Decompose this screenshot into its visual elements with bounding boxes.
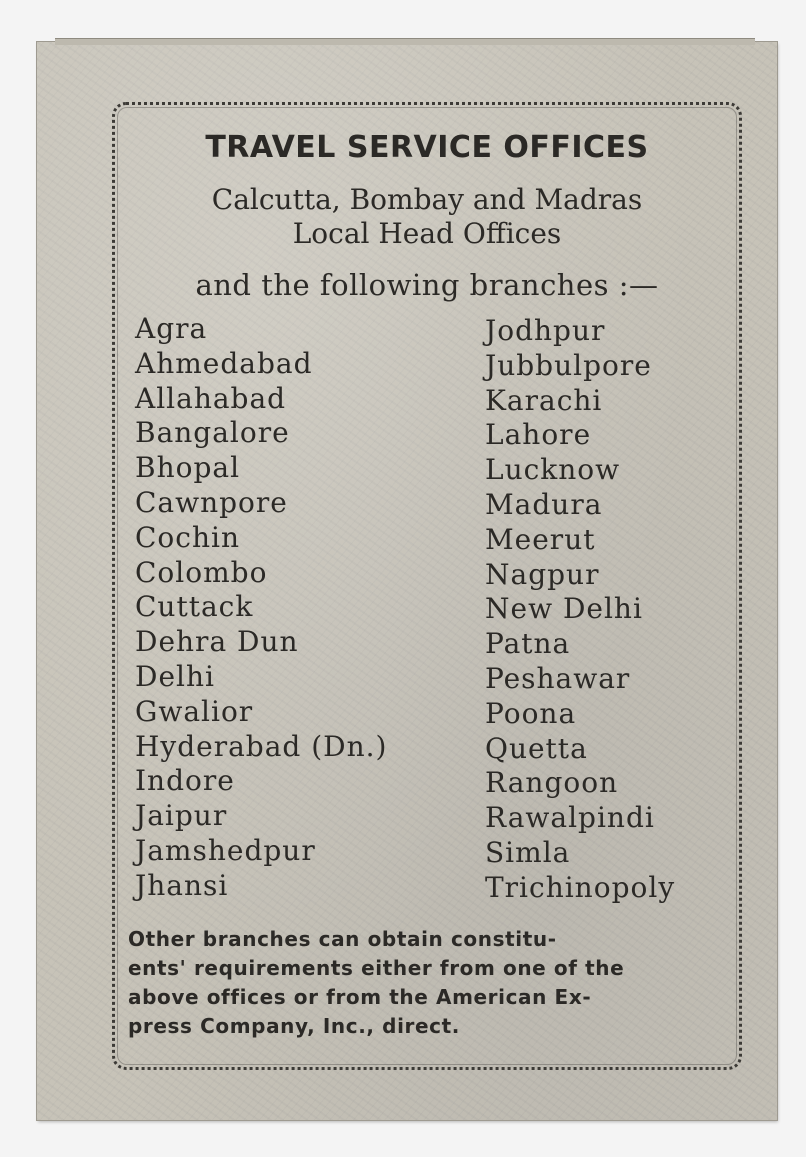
footnote-line: Other branches can obtain constitu- (128, 927, 557, 951)
list-item: Cawnpore (135, 485, 288, 519)
list-item: Indore (135, 764, 235, 798)
list-item: Quetta (485, 731, 588, 765)
list-item: Cuttack (135, 590, 254, 624)
head-offices-label: Local Head Offices (292, 217, 562, 250)
list-item: Agra (135, 312, 208, 345)
list-item: Jaipur (135, 799, 228, 833)
list-item: Cochin (135, 520, 240, 554)
list-item: Bhopal (135, 451, 241, 485)
list-item: New Delhi (485, 592, 643, 626)
list-item: Colombo (135, 555, 268, 589)
list-item: Karachi (485, 383, 603, 417)
list-item: Dehra Dun (135, 625, 299, 659)
list-item: Trichinopoly (485, 870, 676, 904)
list-item: Rangoon (485, 766, 619, 800)
list-item: Hyderabad (Dn.) (135, 729, 388, 763)
card-title: TRAVEL SERVICE OFFICES (205, 130, 649, 165)
list-item: Bangalore (135, 416, 290, 450)
branches-intro: and the following branches :— (195, 268, 659, 302)
list-item: Delhi (135, 659, 215, 693)
list-item: Jodhpur (485, 314, 606, 347)
list-item: Gwalior (135, 694, 254, 728)
list-item: Nagpur (485, 557, 600, 591)
list-item: Madura (485, 487, 603, 521)
list-item: Meerut (485, 522, 596, 556)
branch-list-right (485, 314, 675, 906)
list-item: Jamshedpur (135, 833, 316, 867)
list-item: Peshawar (485, 661, 631, 695)
list-item: Jhansi (135, 868, 229, 902)
head-offices-cities: Calcutta, Bombay and Madras (211, 183, 643, 216)
footnote-line: above offices or from the American Ex- (128, 985, 592, 1009)
footnote-line: press Company, Inc., direct. (128, 1014, 460, 1038)
list-item: Lahore (485, 418, 592, 452)
branch-list-left (135, 312, 387, 904)
list-item: Rawalpindi (485, 801, 655, 835)
footnote (128, 925, 726, 1041)
list-item: Jubbulpore (485, 348, 652, 382)
list-item: Patna (485, 627, 571, 661)
footnote-line: ents' requirements either from one of the (128, 956, 625, 980)
list-item: Lucknow (485, 453, 621, 487)
list-item: Ahmedabad (135, 346, 313, 380)
list-item: Simla (485, 835, 571, 869)
list-item: Poona (485, 696, 577, 730)
list-item: Allahabad (135, 381, 287, 415)
